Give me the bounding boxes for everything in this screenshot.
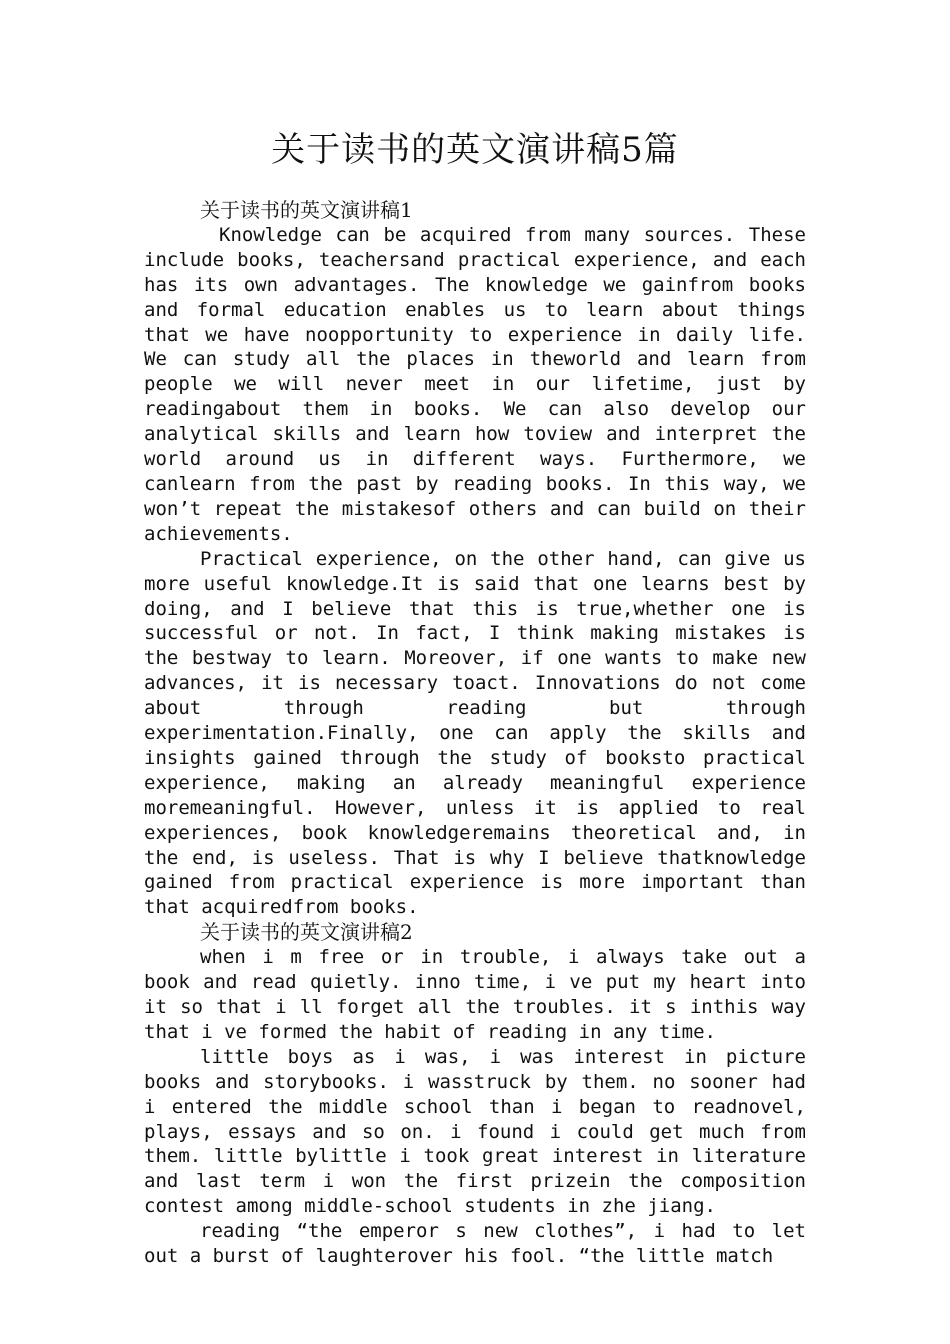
paragraph: little boys as i was, i was interest in picture books and storybooks. i wasstruck by them. no sooner had i entered the middle school than i began to readnovel, plays, essays and so on. i found i could get much from them. little bylittle i took great interest in literature and last term i won the first prizein the composition contest among middle-school students in zhe jiang. [144, 1045, 806, 1218]
document-body [144, 198, 806, 1269]
paragraph: when i m free or in trouble, i always take out a book and read quietly. inno time, i ve put my heart into it so that i ll forget all the troubles. it s inthis way that i ve formed the habit of reading in any time. [144, 946, 806, 1043]
section-heading: 关于读书的英文演讲稿1 [200, 198, 413, 222]
section-heading: 关于读书的英文演讲稿2 [200, 920, 413, 945]
paragraph: reading “the emperor s new clothes”, i had to let out a burst of laughterover his fool. “the little match [144, 1220, 806, 1268]
page-title: 关于读书的英文演讲稿5篇 [271, 130, 679, 170]
paragraph: Knowledge can be acquired from many sources. These include books, teachersand practical experience, and each has its own advantages. The knowledge we gainfrom books and formal education enables us to learn about things that we have noopportunity to experience in daily life. We can study all the places in theworld and learn from people we will never meet in our lifetime, just by readingabout them in books. We can also develop our analytical skills and learn how toview and interpret the world around us in different ways. Furthermore, we canlearn from the past by reading books. In this way, we won’t repeat the mistakesof others and can build on their achievements. [144, 223, 806, 545]
paragraph: Practical experience, on the other hand, can give us more useful knowledge.It is said that one learns best by doing, and I believe that this is true,whether one is successful or not. In fact, I think making mistakes is the bestway to learn. Moreover, if one wants to make new advances, it is necessary toact. Innovations do not come about through reading but through experimentation.Finally, one can apply the skills and insights gained through the study of booksto practical experience, making an already meaningful experience moremeaningful. However, unless it is applied to real experiences, book knowledgeremains theoretical and, in the end, is useless. That is why I believe thatknowledge gained from practical experience is more important than that acquiredfrom books. [144, 547, 806, 919]
